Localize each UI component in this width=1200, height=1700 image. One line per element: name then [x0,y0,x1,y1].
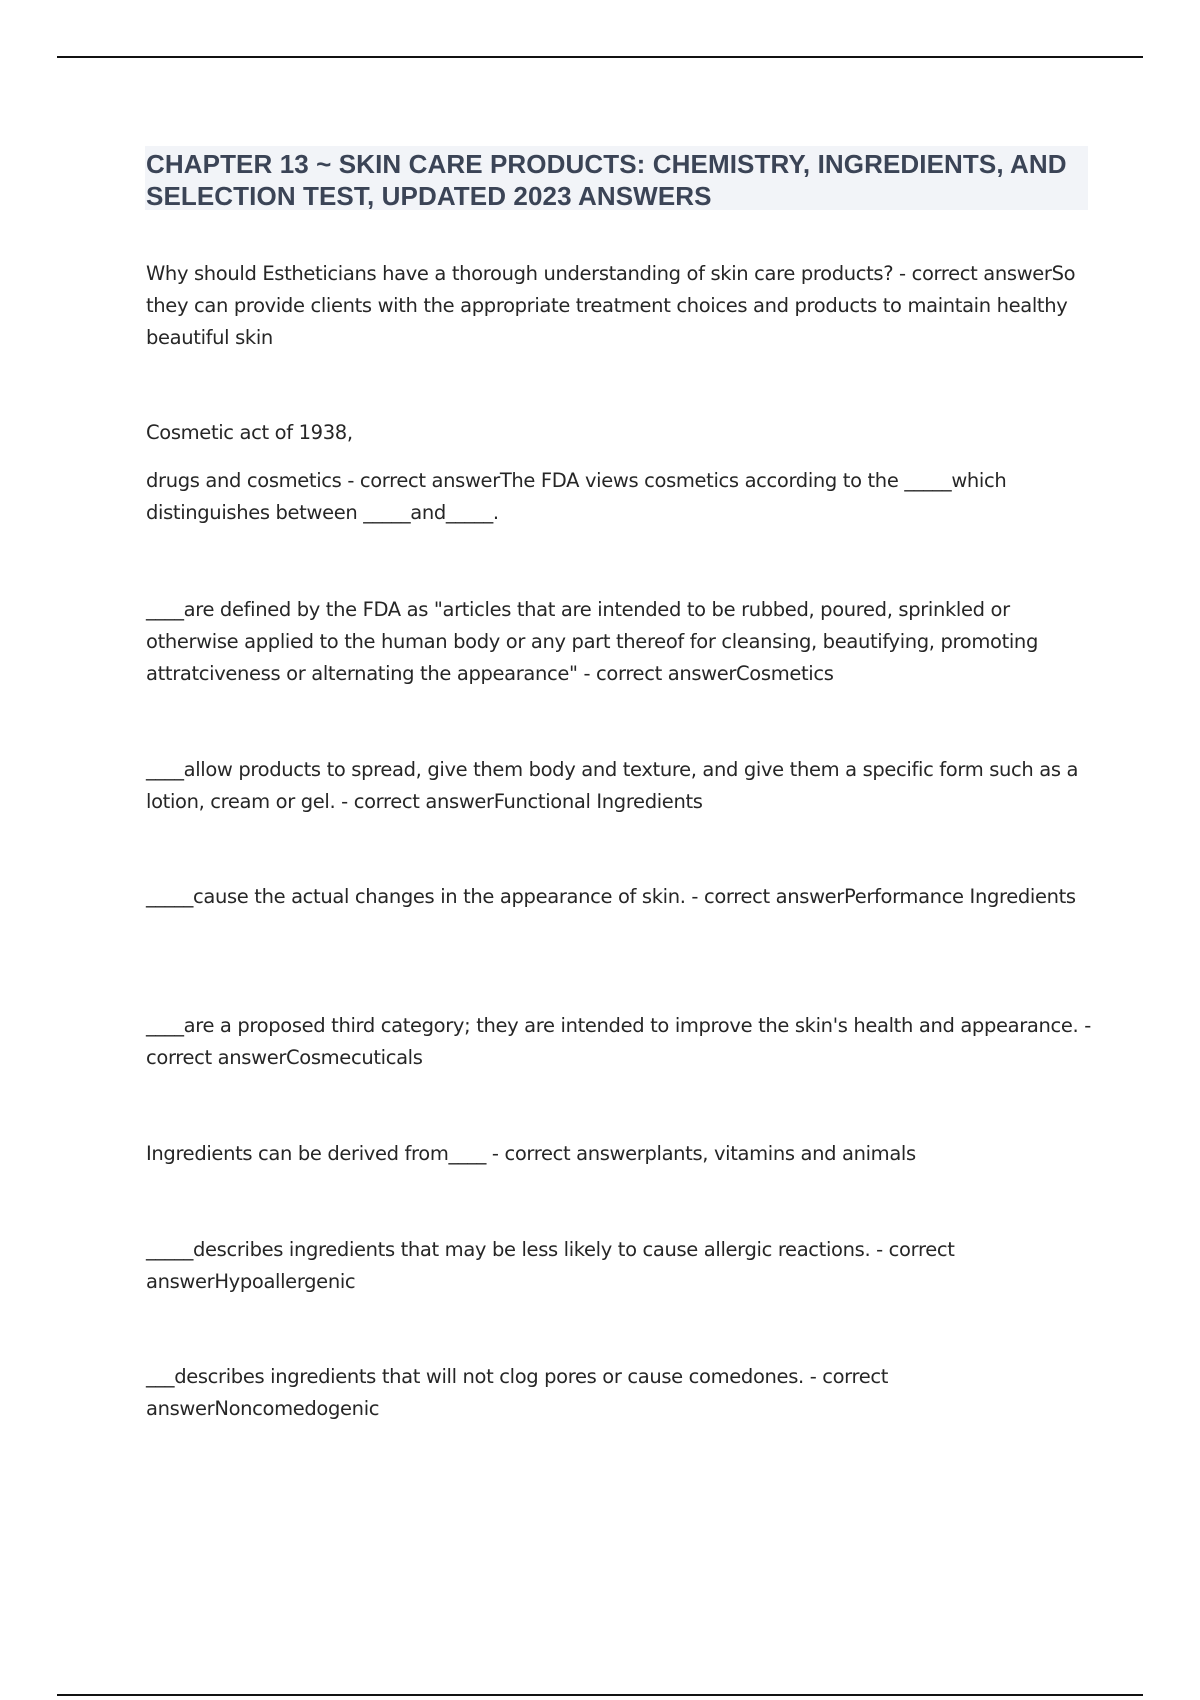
document-title: CHAPTER 13 ~ SKIN CARE PRODUCTS: CHEMISTRY, INGREDIENTS, AND SELECTION TEST, UPDATED 2023 ANSWERS [146,149,1067,211]
qa-entry: ____are defined by the FDA as "articles that are intended to be rubbed, poured, sprinkled or otherwise applied to the human body or any part thereof for cleansing, beautifying, promoting attratciveness or alternating the appearance" - correct answerCosmetics [146,598,1038,685]
qa-entry: Cosmetic act of 1938, [146,421,353,444]
top-rule [57,56,1143,58]
bottom-rule [57,1694,1143,1696]
qa-entry: drugs and cosmetics - correct answerThe FDA views cosmetics according to the _____which distinguishes between _____and_____. [146,469,1007,524]
qa-entry: ____are a proposed third category; they are intended to improve the skin's health and appearance. - correct answerCosmecuticals [146,1014,1091,1069]
qa-entry: _____describes ingredients that may be less likely to cause allergic reactions. - correct answerHypoallergenic [146,1238,955,1293]
qa-entry: _____cause the actual changes in the appearance of skin. - correct answerPerformance Ingredients [146,885,1076,908]
qa-entry: ____allow products to spread, give them body and texture, and give them a specific form such as a lotion, cream or gel. - correct answerFunctional Ingredients [146,758,1079,813]
qa-entry: ___describes ingredients that will not clog pores or cause comedones. - correct answerNoncomedogenic [146,1365,889,1420]
qa-entry: Why should Estheticians have a thorough understanding of skin care products? - correct answerSo they can provide clients with the appropriate treatment choices and products to maintain healthy beautiful skin [146,262,1076,349]
qa-entry: Ingredients can be derived from____ - correct answerplants, vitamins and animals [146,1142,916,1165]
